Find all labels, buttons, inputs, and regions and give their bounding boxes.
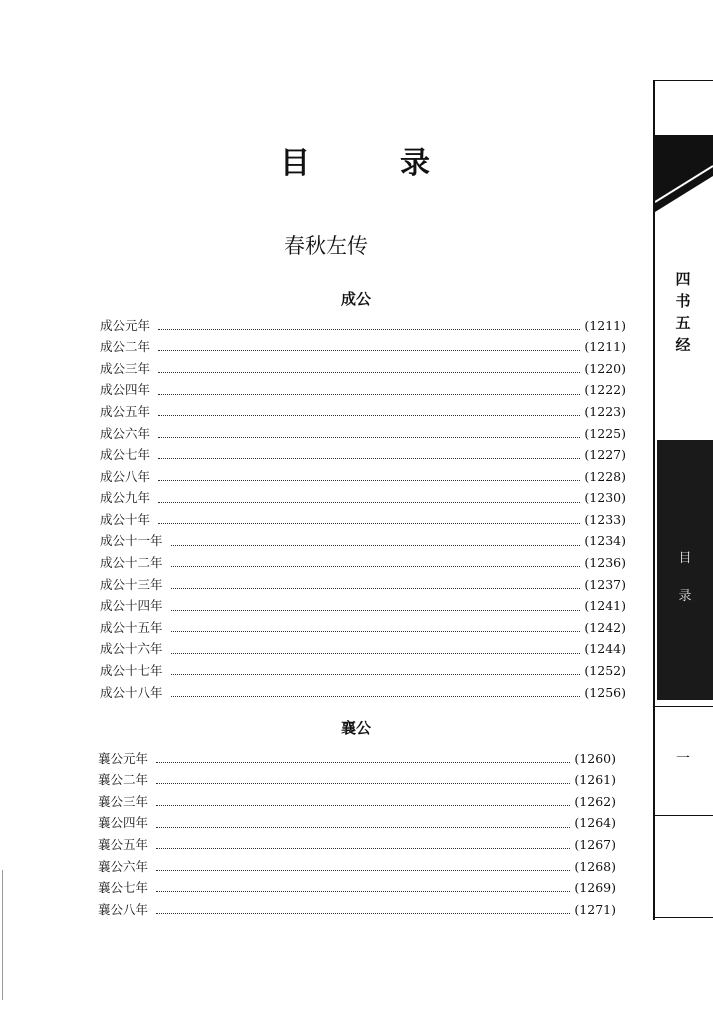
toc-entry xyxy=(100,639,626,661)
toc-leader-dots xyxy=(158,349,580,351)
page-title-char-1: 目 xyxy=(280,146,310,181)
side-tab-section-label xyxy=(657,540,713,616)
toc-entry xyxy=(98,878,616,900)
toc-entry-label: 成公十六年 xyxy=(100,641,163,657)
section-heading-xianggong: 襄公 xyxy=(340,719,371,737)
section-heading-chenggong: 成公 xyxy=(340,290,371,308)
toc-entry-label: 成公十二年 xyxy=(100,555,163,571)
toc-entry xyxy=(100,661,626,683)
toc-entry-label: 成公八年 xyxy=(100,468,151,484)
side-tab-page-number: 一 xyxy=(676,751,690,767)
toc-entry xyxy=(100,445,626,467)
toc-leader-dots xyxy=(156,761,570,763)
toc-entry-label: 成公二年 xyxy=(100,339,151,355)
toc-entry xyxy=(100,682,626,704)
toc-entry xyxy=(100,596,626,618)
toc-entry-page: (1227) xyxy=(584,447,626,463)
toc-entry xyxy=(100,617,626,639)
toc-entry-label: 成公十八年 xyxy=(100,684,163,700)
side-tab-divider xyxy=(655,917,713,918)
toc-entry-label: 成公元年 xyxy=(100,317,151,333)
toc-leader-dots xyxy=(158,414,580,416)
toc-entry-label: 成公九年 xyxy=(100,490,151,506)
side-tab-divider xyxy=(655,706,713,707)
toc-entry xyxy=(98,791,616,813)
toc-entry-page: (1233) xyxy=(584,511,626,527)
toc-entry-label: 成公三年 xyxy=(100,360,151,376)
scan-edge-line xyxy=(2,870,3,1000)
toc-entry-label: 襄公五年 xyxy=(98,836,149,852)
toc-entry xyxy=(100,315,626,337)
toc-entry xyxy=(100,509,626,531)
toc-entry xyxy=(100,380,626,402)
toc-entry-label: 襄公二年 xyxy=(98,772,149,788)
toc-entry-label: 成公五年 xyxy=(100,403,151,419)
toc-leader-dots xyxy=(158,328,580,330)
toc-entry-label: 襄公元年 xyxy=(98,750,149,766)
toc-entry xyxy=(98,856,616,878)
toc-entry xyxy=(100,531,626,553)
side-tab-divider xyxy=(655,815,713,816)
toc-entry-page: (1242) xyxy=(584,619,626,635)
side-tab-section-char: 目 xyxy=(678,551,692,566)
toc-entry xyxy=(100,358,626,380)
toc-list-chenggong xyxy=(100,315,626,704)
toc-entry-page: (1225) xyxy=(584,425,626,441)
toc-entry-page: (1268) xyxy=(574,858,616,874)
toc-entry-page: (1256) xyxy=(584,684,626,700)
toc-entry-page: (1236) xyxy=(584,555,626,571)
toc-leader-dots xyxy=(156,912,570,914)
toc-entry xyxy=(100,423,626,445)
toc-leader-dots xyxy=(158,501,580,503)
toc-entry-page: (1252) xyxy=(584,663,626,679)
toc-entry-page: (1260) xyxy=(574,750,616,766)
toc-entry-page: (1262) xyxy=(574,793,616,809)
page-title xyxy=(280,138,430,182)
toc-entry-page: (1211) xyxy=(584,317,626,333)
side-tab-book-title-char: 书 xyxy=(675,292,691,310)
toc-leader-dots xyxy=(156,847,570,849)
toc-entry-page: (1267) xyxy=(574,836,616,852)
toc-leader-dots xyxy=(171,609,581,611)
toc-entry-page: (1269) xyxy=(574,880,616,896)
toc-leader-dots xyxy=(158,457,580,459)
toc-entry-label: 襄公四年 xyxy=(98,815,149,831)
toc-leader-dots xyxy=(156,804,570,806)
toc-entry-page: (1230) xyxy=(584,490,626,506)
toc-entry xyxy=(98,899,616,921)
toc-list-xianggong xyxy=(98,748,616,921)
toc-entry xyxy=(100,466,626,488)
toc-leader-dots xyxy=(158,436,580,438)
toc-leader-dots xyxy=(171,544,581,546)
toc-leader-dots xyxy=(171,652,581,654)
toc-entry-page: (1234) xyxy=(584,533,626,549)
toc-entry-page: (1237) xyxy=(584,576,626,592)
toc-entry-label: 成公十四年 xyxy=(100,598,163,614)
toc-leader-dots xyxy=(171,565,581,567)
toc-entry-page: (1228) xyxy=(584,468,626,484)
side-tab-section-char: 录 xyxy=(678,589,692,604)
toc-entry-page: (1261) xyxy=(574,772,616,788)
toc-entry xyxy=(98,770,616,792)
toc-entry xyxy=(100,337,626,359)
toc-entry-label: 襄公三年 xyxy=(98,793,149,809)
toc-entry-label: 襄公七年 xyxy=(98,880,149,896)
toc-leader-dots xyxy=(158,371,580,373)
toc-entry-page: (1211) xyxy=(584,339,626,355)
toc-entry xyxy=(100,488,626,510)
toc-entry-label: 成公七年 xyxy=(100,447,151,463)
toc-leader-dots xyxy=(171,630,581,632)
toc-leader-dots xyxy=(158,522,580,524)
toc-entry xyxy=(100,553,626,575)
toc-entry xyxy=(98,834,616,856)
toc-leader-dots xyxy=(156,890,570,892)
side-tab-decoration xyxy=(655,80,713,212)
toc-entry-label: 成公四年 xyxy=(100,382,151,398)
toc-entry-label: 成公十年 xyxy=(100,511,151,527)
toc-entry-label: 成公十五年 xyxy=(100,619,163,635)
toc-entry-page: (1244) xyxy=(584,641,626,657)
toc-leader-dots xyxy=(171,673,581,675)
toc-entry-label: 成公十一年 xyxy=(100,533,163,549)
side-tab-book-title-char: 五 xyxy=(675,314,691,332)
toc-entry-page: (1264) xyxy=(574,815,616,831)
toc-leader-dots xyxy=(158,393,580,395)
toc-entry-page: (1241) xyxy=(584,598,626,614)
toc-leader-dots xyxy=(156,869,570,871)
toc-leader-dots xyxy=(156,826,570,828)
toc-leader-dots xyxy=(158,479,580,481)
toc-leader-dots xyxy=(171,587,581,589)
page-title-char-2: 录 xyxy=(400,146,430,181)
toc-entry xyxy=(98,813,616,835)
toc-entry xyxy=(100,574,626,596)
toc-entry-label: 襄公六年 xyxy=(98,858,149,874)
toc-entry-label: 襄公八年 xyxy=(98,901,149,917)
toc-entry-page: (1271) xyxy=(574,901,616,917)
toc-entry-label: 成公六年 xyxy=(100,425,151,441)
toc-leader-dots xyxy=(171,695,581,697)
toc-entry xyxy=(98,748,616,770)
side-tab-book-title-char: 四 xyxy=(675,270,691,288)
toc-entry-page: (1223) xyxy=(584,403,626,419)
toc-entry-page: (1222) xyxy=(584,382,626,398)
toc-entry-label: 成公十七年 xyxy=(100,663,163,679)
toc-leader-dots xyxy=(156,782,570,784)
book-subtitle: 春秋左传 xyxy=(284,234,368,258)
side-tab-book-title-char: 经 xyxy=(675,336,691,354)
toc-entry xyxy=(100,401,626,423)
side-tab-book-title xyxy=(666,268,700,356)
toc-entry-page: (1220) xyxy=(584,360,626,376)
toc-entry-label: 成公十三年 xyxy=(100,576,163,592)
